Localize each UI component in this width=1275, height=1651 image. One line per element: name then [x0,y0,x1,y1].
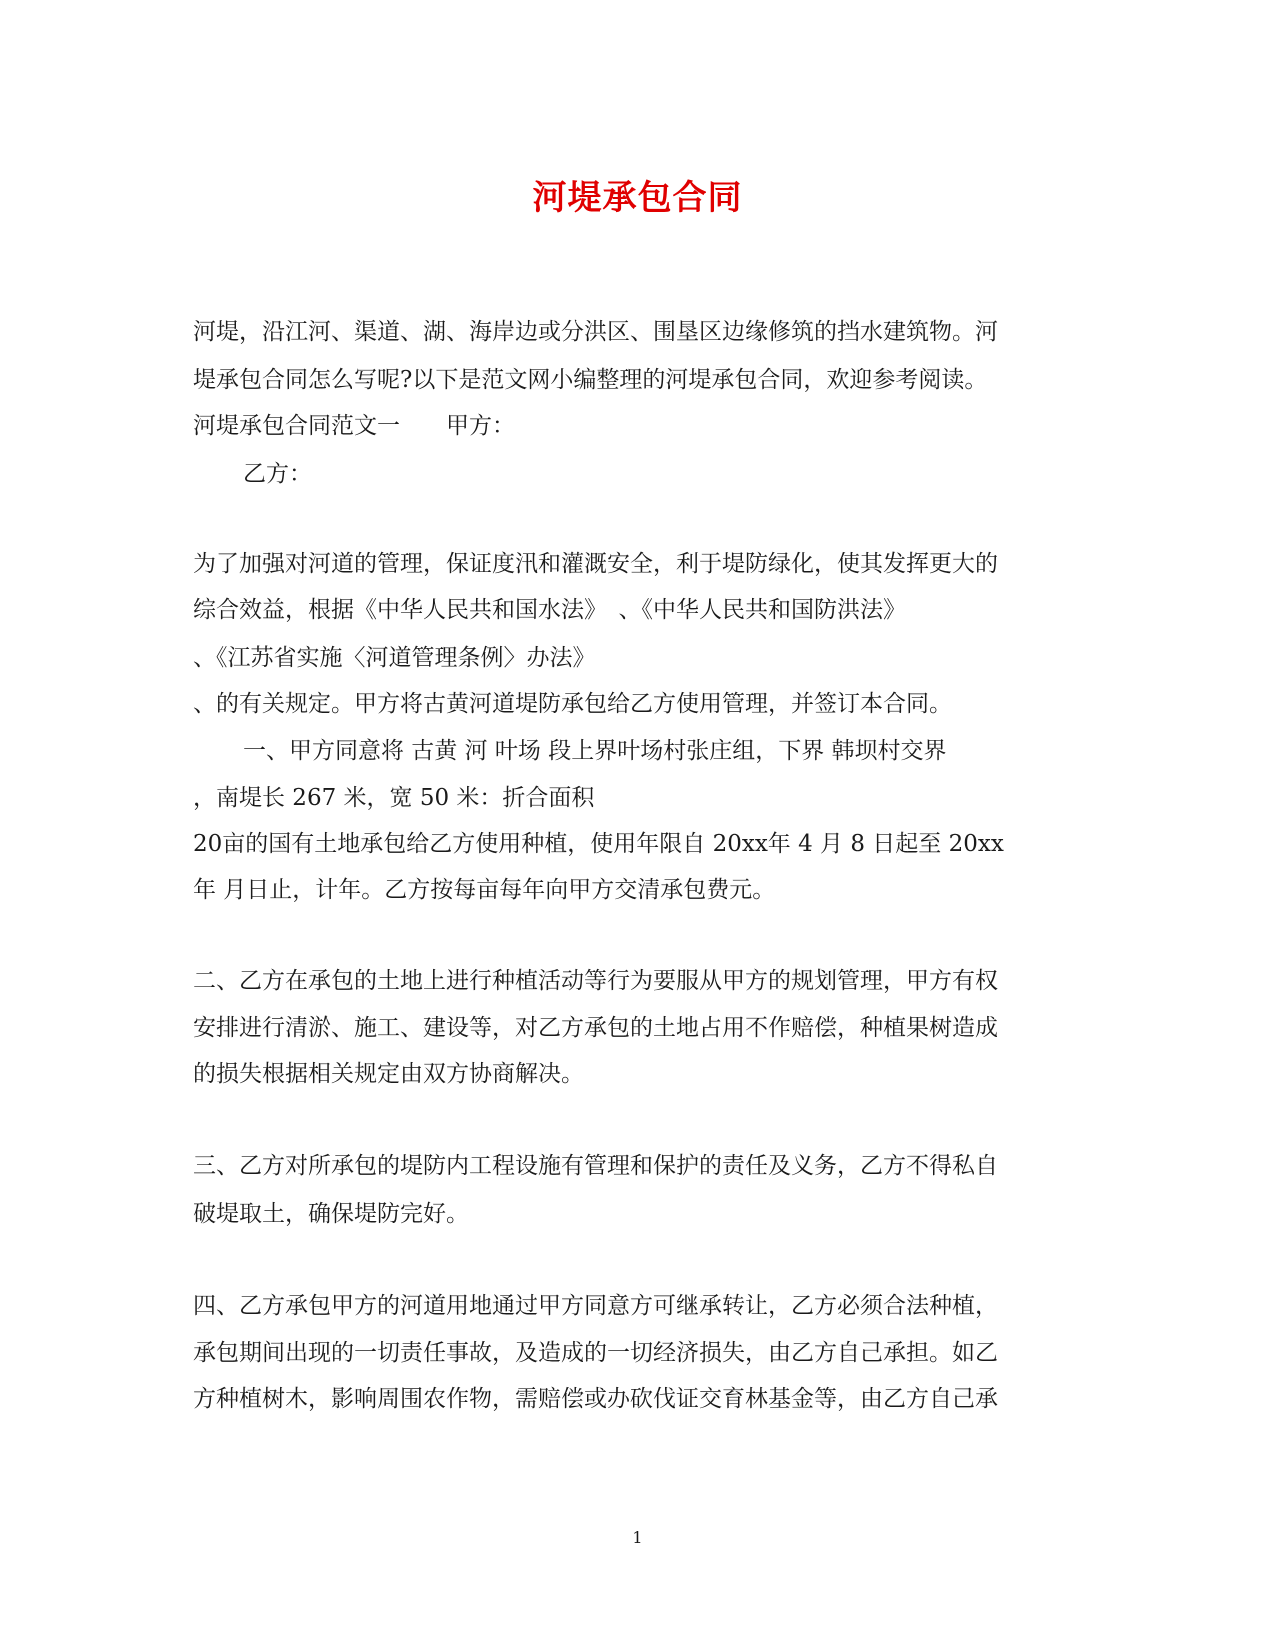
body-line: 破堤取土，确保堤防完好。 [193,1201,469,1227]
body-line: 承包期间出现的一切责任事故，及造成的一切经济损失，由乙方自己承担。如乙 [193,1340,998,1366]
body-line: 堤承包合同怎么写呢?以下是范文网小编整理的河堤承包合同，欢迎参考阅读。 [193,367,988,393]
body-line: 为了加强对河道的管理，保证度汛和灌溉安全，利于堤防绿化，使其发挥更大的 [193,551,998,577]
body-line: 河堤承包合同范文一 甲方： [193,413,515,439]
body-line: 三、乙方对所承包的堤防内工程设施有管理和保护的责任及义务，乙方不得私自 [193,1153,998,1179]
body-line: 乙方： [243,461,312,487]
body-line: 综合效益，根据《中华人民共和国水法》 、《中华人民共和国防洪法》 [193,597,906,623]
body-line: 年 月日止，计年。乙方按每亩每年向甲方交清承包费元。 [193,877,776,903]
body-line: 河堤，沿江河、渠道、湖、海岸边或分洪区、围垦区边缘修筑的挡水建筑物。河 [193,319,998,345]
body-line: 的损失根据相关规定由双方协商解决。 [193,1061,584,1087]
body-line: 方种植树木，影响周围农作物，需赔偿或办砍伐证交育林基金等，由乙方自己承 [193,1386,998,1412]
body-line: 二、乙方在承包的土地上进行种植活动等行为要服从甲方的规划管理，甲方有权 [193,968,998,994]
body-line: 、的有关规定。甲方将古黄河道堤防承包给乙方使用管理，并签订本合同。 [193,691,952,717]
body-line: 四、乙方承包甲方的河道用地通过甲方同意方可继承转让，乙方必须合法种植， [193,1293,998,1319]
body-line: 、《江苏省实施〈河道管理条例〉办法》 [193,645,596,671]
body-line: 20亩的国有土地承包给乙方使用种植，使用年限自 20xx年 4 月 8 日起至 20xx [193,831,1004,857]
body-line: 安排进行清淤、施工、建设等，对乙方承包的土地占用不作赔偿，种植果树造成 [193,1015,998,1041]
body-line: ，南堤长 267 米，宽 50 米：折合面积 [193,785,595,811]
page-number: 1 [632,1528,643,1547]
body-line: 一、甲方同意将 古黄 河 叶场 段上界叶场村张庄组，下界 韩坝村交界 [243,738,947,764]
document-title: 河堤承包合同 [532,178,743,218]
